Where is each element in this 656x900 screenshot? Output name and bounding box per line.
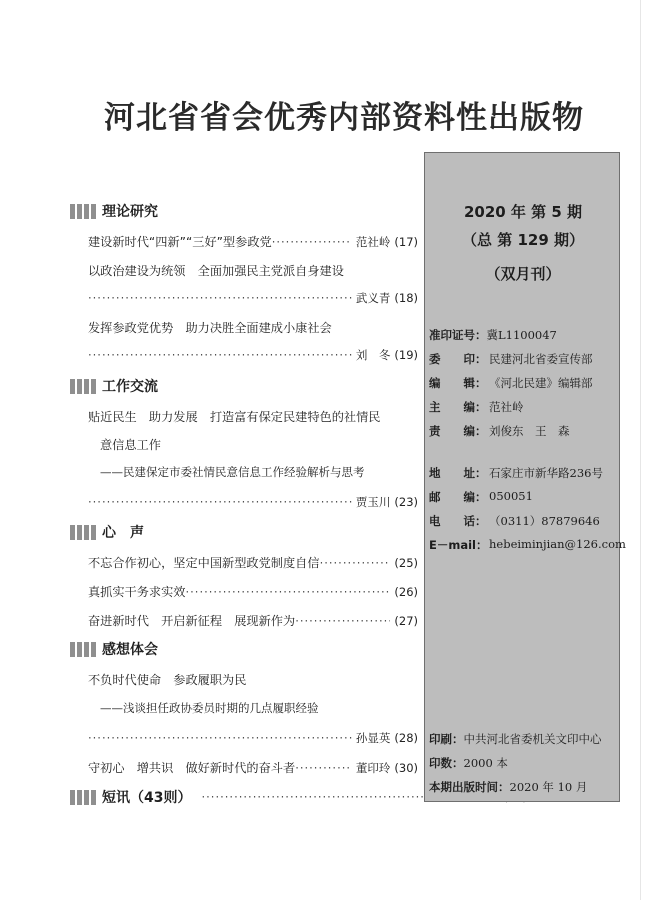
entry-page: (18) <box>394 291 418 305</box>
info-row-publish-date: 本期出版时间： 2020 年 10 月 <box>429 780 588 794</box>
entry-page: (30) <box>394 761 418 775</box>
publication-info-box <box>424 152 626 802</box>
toc-entry[interactable] <box>88 730 418 746</box>
info-row-email: E－mail： hebeiminjian@126.com <box>429 537 626 552</box>
toc-entry[interactable] <box>88 347 418 363</box>
section-marker-icon <box>70 790 96 805</box>
info-row-address: 地 址： 石家庄市新华路236号 <box>429 466 603 480</box>
entry-title: 不忘合作初心，坚定中国新型政党制度自信 <box>88 556 320 570</box>
section-header-reflections <box>70 638 158 660</box>
entry-title[interactable]: 不负时代使命 参政履职为民 <box>88 673 247 687</box>
section-marker-icon <box>70 379 96 394</box>
entry-title-continued[interactable]: 意信息工作 <box>100 438 161 452</box>
section-label: 短讯（43则） <box>102 790 192 806</box>
section-header-theory <box>70 200 158 222</box>
info-row-permit: 准印证号： 冀L1100047 <box>429 328 557 342</box>
entry-subtitle: ——民建保定市委社情民意信息工作经验解析与思考 <box>100 465 365 479</box>
publication-frequency: （双月刊） <box>485 265 561 283</box>
section-header-work <box>70 375 158 397</box>
entry-title[interactable]: 发挥参政党优势 助力决胜全面建成小康社会 <box>88 321 332 335</box>
section-marker-icon <box>70 642 96 657</box>
entry-author: 刘 冬 <box>355 348 391 362</box>
toc-entry[interactable] <box>88 759 418 776</box>
entry-page: (25) <box>394 556 418 570</box>
entry-page: (19) <box>394 348 418 362</box>
entry-author: 武义青 <box>355 291 391 305</box>
section-label: 理论研究 <box>102 204 158 220</box>
section-marker-icon <box>70 204 96 219</box>
toc-entry[interactable] <box>88 554 418 571</box>
toc-entry[interactable] <box>88 233 418 250</box>
info-row-phone: 电 话： （0311）87879646 <box>429 514 600 528</box>
info-row-responsible-editor: 责 编： 刘俊东 王 森 <box>429 424 570 438</box>
entry-title[interactable]: 以政治建设为统领 全面加强民主党派自身建设 <box>88 264 344 278</box>
section-label: 工作交流 <box>102 379 158 395</box>
entry-title: 真抓实干务求实效 <box>88 585 186 599</box>
entry-title: 建设新时代“四新”“三好”型参政党 <box>88 235 272 249</box>
toc-entry[interactable] <box>88 612 418 629</box>
info-row-print-run: 印数： 2000 本 <box>429 756 508 770</box>
info-row-editor: 编 辑： 《河北民建》编辑部 <box>429 376 593 390</box>
info-row-committee: 委 印： 民建河北省委宣传部 <box>429 352 593 366</box>
entry-title[interactable]: 贴近民生 助力发展 打造富有保定民建特色的社情民 <box>88 410 381 424</box>
email-link[interactable]: hebeiminjian@126.com <box>489 537 626 551</box>
entry-subtitle: ——浅谈担任政协委员时期的几点履职经验 <box>100 701 319 715</box>
info-row-postcode: 邮 编： 050051 <box>429 489 533 504</box>
toc-entry[interactable] <box>88 290 418 306</box>
entry-author: 孙显英 <box>355 731 391 745</box>
info-row-chief-editor: 主 编： 范社岭 <box>429 400 524 414</box>
page-edge <box>640 0 641 900</box>
total-issue-number: （总 第 129 期） <box>462 231 584 249</box>
entry-author: 范社岭 <box>355 235 391 249</box>
entry-page: (27) <box>394 614 418 628</box>
section-label: 心 声 <box>102 525 144 541</box>
entry-author: 董印玲 <box>355 761 391 775</box>
section-label: 感想体会 <box>102 642 158 658</box>
section-header-news[interactable] <box>70 786 418 808</box>
entry-page: (28) <box>394 731 418 745</box>
page-title: 河北省省会优秀内部资料性出版物 <box>104 100 584 136</box>
toc-entry[interactable] <box>88 494 418 510</box>
section-header-voice <box>70 521 144 543</box>
entry-page: (23) <box>394 495 418 509</box>
toc-entry[interactable] <box>88 583 418 600</box>
section-marker-icon <box>70 525 96 540</box>
entry-page: (17) <box>394 235 418 249</box>
entry-page: (26) <box>394 585 418 599</box>
entry-author: 贾玉川 <box>355 495 391 509</box>
issue-number: 2020 年 第 5 期 <box>463 203 583 221</box>
entry-title: 奋进新时代 开启新征程 展现新作为 <box>88 614 296 628</box>
entry-title: 守初心 增共识 做好新时代的奋斗者 <box>88 761 296 775</box>
info-row-printer: 印刷： 中共河北省委机关文印中心 <box>429 732 602 746</box>
